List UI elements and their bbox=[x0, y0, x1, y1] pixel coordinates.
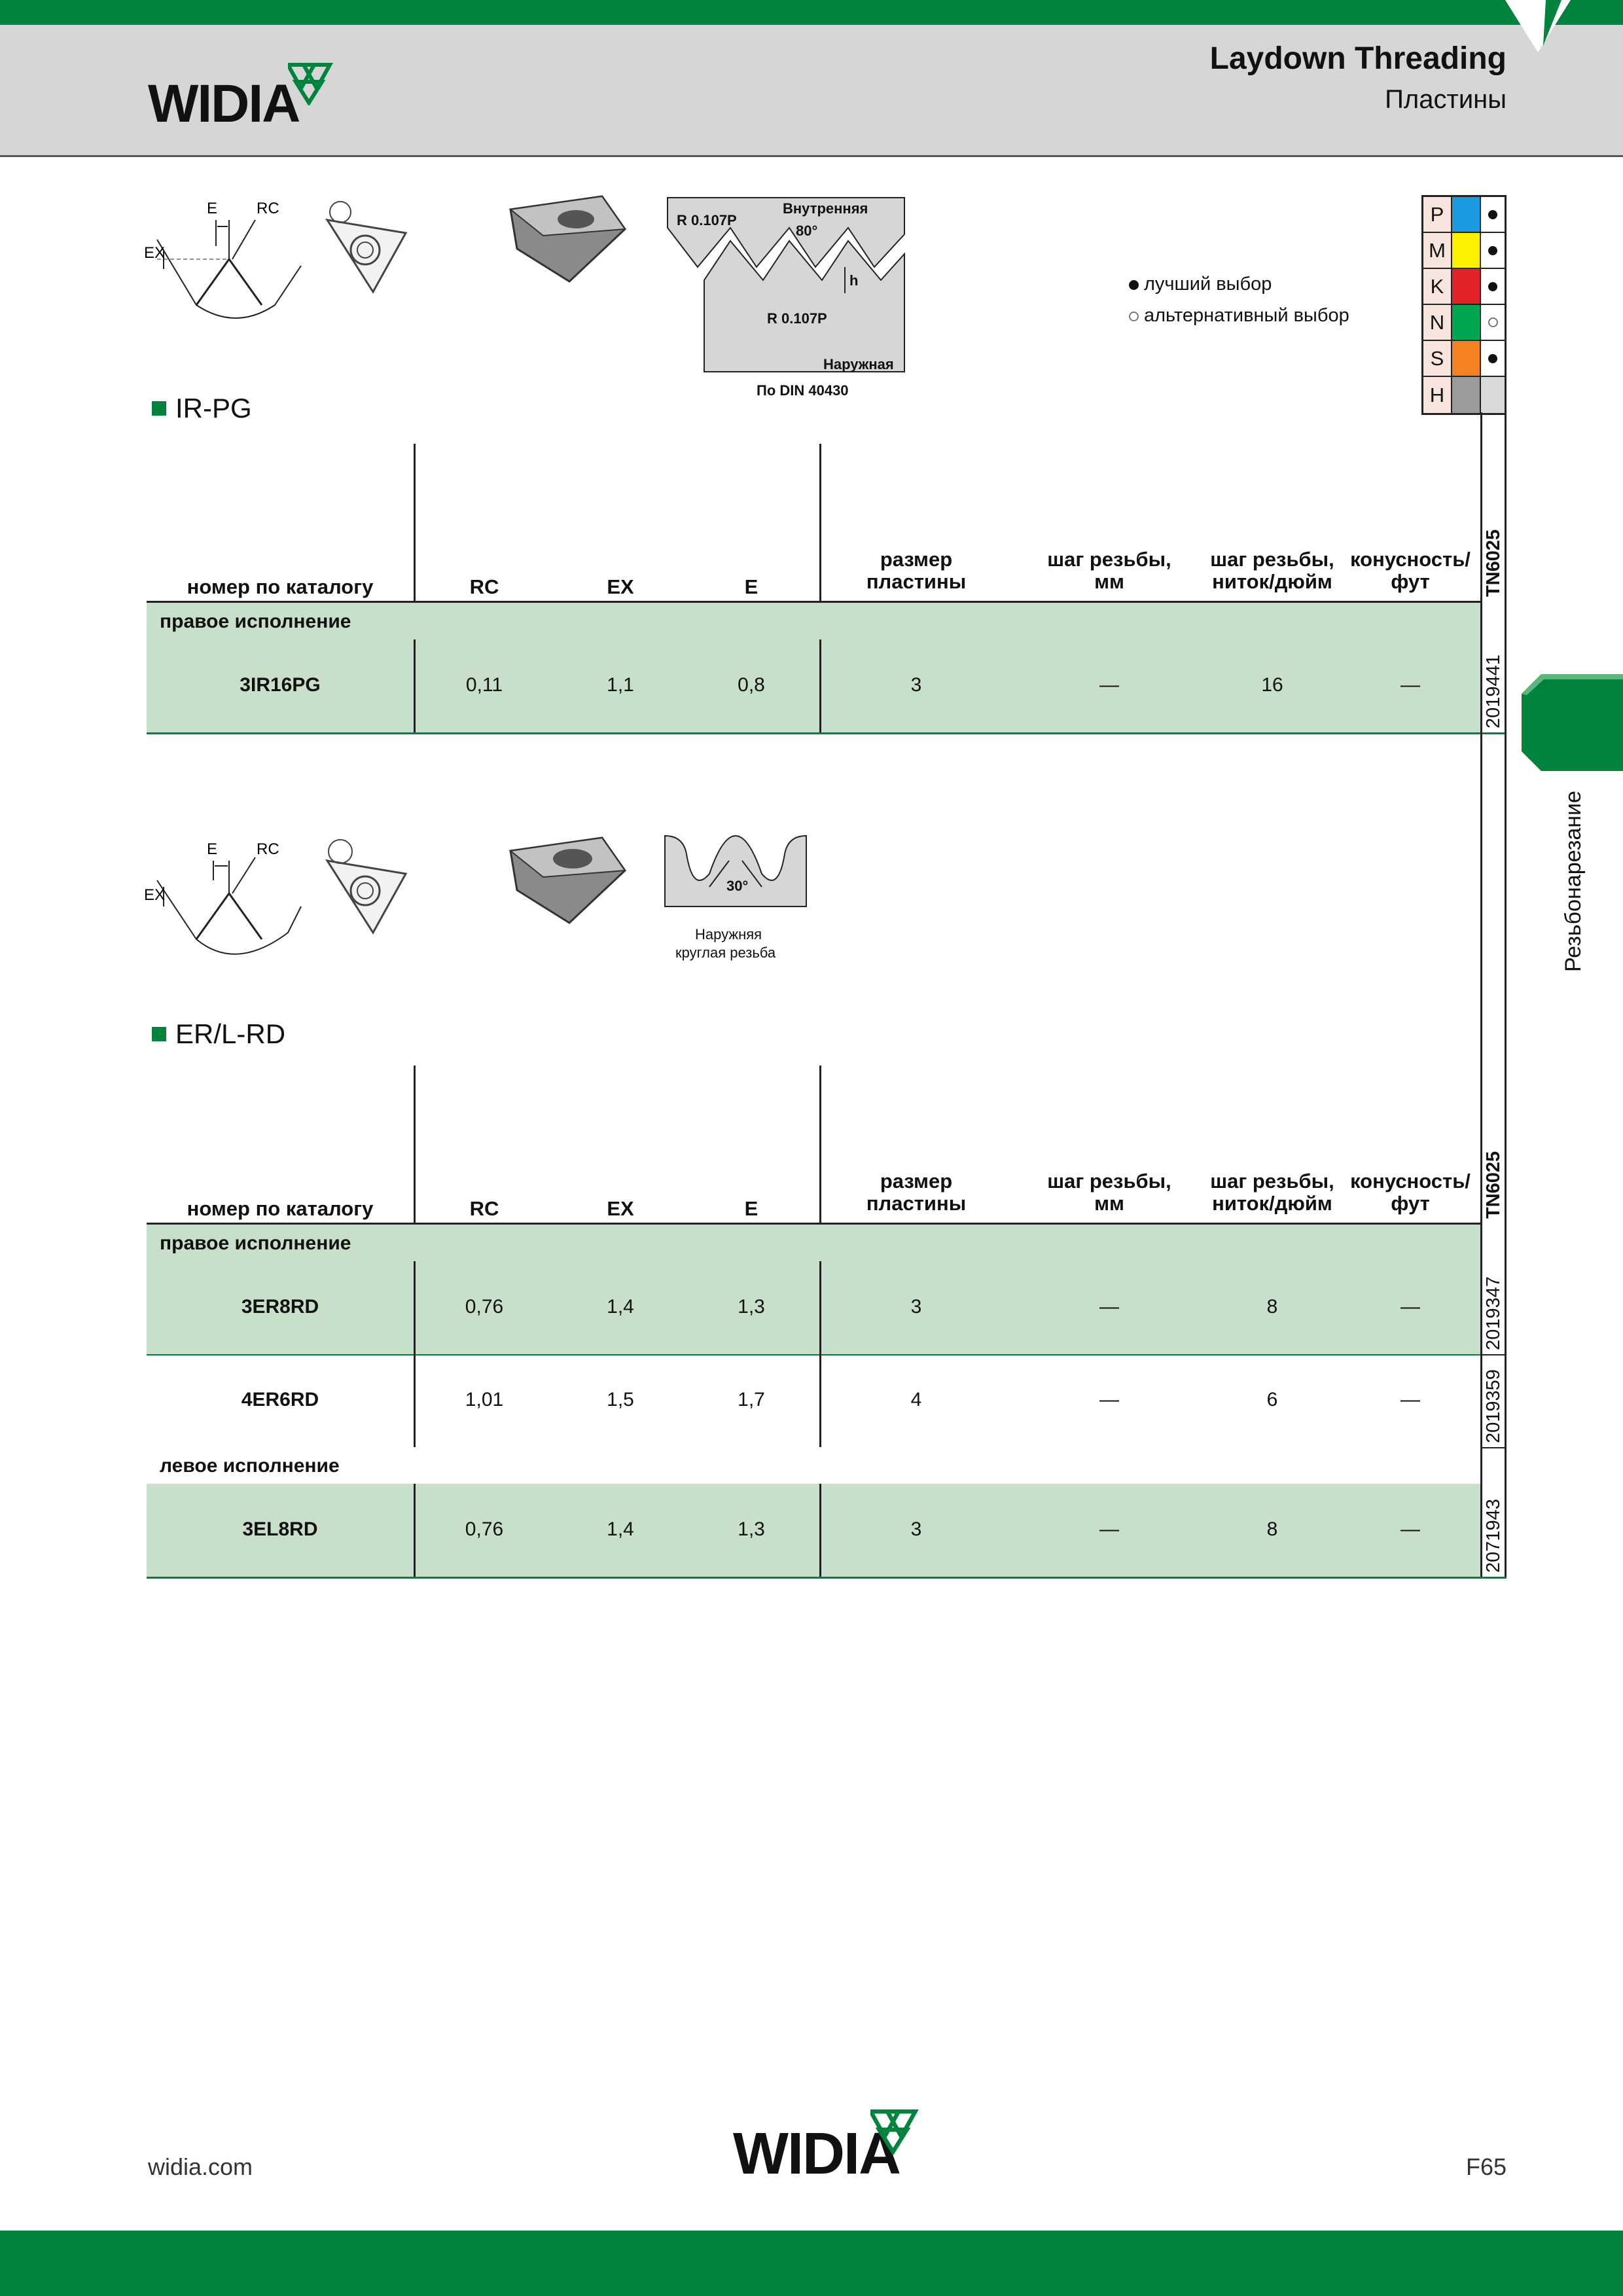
rd-insert-3d-icon bbox=[504, 831, 628, 929]
cell-e: 1,7 bbox=[738, 1389, 765, 1410]
table-bottom-border bbox=[147, 732, 1507, 734]
header-pitch_mm-line1: шаг резьбы, bbox=[1047, 1170, 1171, 1193]
cell-taper: — bbox=[1400, 674, 1420, 696]
material-code: P bbox=[1423, 197, 1452, 232]
header-taper-line2: фут bbox=[1391, 1192, 1430, 1215]
header-catalog: номер по каталогу bbox=[187, 575, 374, 598]
suitability-mark bbox=[1481, 341, 1505, 376]
side-section-label: Резьбонарезание bbox=[1561, 791, 1586, 972]
cell-pitch_mm: — bbox=[1099, 1389, 1119, 1410]
cell-tpi: 8 bbox=[1266, 1518, 1278, 1540]
header-e: E bbox=[744, 1197, 758, 1220]
legend-best-label: лучший выбор bbox=[1144, 274, 1272, 295]
cell-ex: 1,4 bbox=[607, 1296, 634, 1318]
row-article-code: 2019359 bbox=[1483, 1369, 1504, 1443]
column-divider bbox=[819, 1261, 821, 1354]
row-article-code: 2019347 bbox=[1483, 1276, 1504, 1350]
header-rc: RC bbox=[469, 1197, 499, 1220]
cell-size: 3 bbox=[910, 1518, 922, 1540]
material-color-swatch bbox=[1452, 197, 1481, 232]
section-title-rd bbox=[152, 1018, 285, 1050]
cell-rc: 0,11 bbox=[465, 674, 503, 696]
footer-widia-logo: WIDIA bbox=[733, 2121, 900, 2187]
suitability-mark bbox=[1481, 377, 1505, 413]
hollow-dot-icon bbox=[1488, 317, 1498, 327]
cell-tpi: 8 bbox=[1266, 1296, 1278, 1318]
header-grade: TN6025 bbox=[1483, 529, 1504, 597]
svg-text:RC: RC bbox=[257, 840, 279, 858]
radius-top-label: R 0.107P bbox=[677, 212, 737, 228]
row-article-code: 2019441 bbox=[1483, 655, 1504, 728]
page-title: Laydown Threading bbox=[1209, 41, 1507, 76]
column-divider bbox=[819, 1066, 821, 1223]
header-pitch_mm-line2: мм bbox=[1094, 570, 1124, 593]
filled-dot-icon bbox=[1488, 210, 1497, 219]
page-number: F65 bbox=[1465, 2153, 1507, 2180]
hollow-dot-icon bbox=[1129, 312, 1139, 321]
column-divider bbox=[819, 639, 821, 732]
header-ex: EX bbox=[607, 1197, 634, 1220]
cell-taper: — bbox=[1400, 1389, 1420, 1410]
cell-e: 0,8 bbox=[738, 674, 765, 696]
cell-catalog: 4ER6RD bbox=[241, 1389, 319, 1410]
section-name: IR-PG bbox=[175, 393, 252, 423]
svg-text:E: E bbox=[207, 200, 218, 217]
grade-cell-divider bbox=[1480, 1354, 1507, 1355]
svg-text:EX: EX bbox=[144, 244, 166, 262]
section-tab-icon bbox=[1522, 674, 1623, 771]
filled-dot-icon bbox=[1488, 246, 1497, 255]
material-row bbox=[1423, 341, 1505, 377]
angle-label: 80° bbox=[796, 223, 818, 239]
cell-rc: 1,01 bbox=[465, 1389, 504, 1410]
header-size-line1: размер bbox=[880, 1170, 953, 1193]
suitability-mark bbox=[1481, 269, 1505, 304]
header-pitch_tpi-line2: ниток/дюйм bbox=[1212, 570, 1332, 593]
material-code: S bbox=[1423, 341, 1452, 376]
standard-label: По DIN 40430 bbox=[757, 382, 849, 399]
filled-dot-icon bbox=[1129, 280, 1139, 290]
material-color-swatch bbox=[1452, 341, 1481, 376]
group-label: левое исполнение bbox=[160, 1455, 340, 1477]
cell-taper: — bbox=[1400, 1296, 1420, 1318]
suitability-mark bbox=[1481, 197, 1505, 232]
column-divider bbox=[414, 1354, 416, 1447]
header-size-line2: пластины bbox=[866, 570, 967, 593]
grade-column-left-border bbox=[1480, 444, 1482, 732]
cell-catalog: 3IR16PG bbox=[240, 674, 321, 696]
header-grade: TN6025 bbox=[1483, 1151, 1504, 1219]
header-pitch_tpi-line1: шаг резьбы, bbox=[1210, 1170, 1334, 1193]
section-name: ER/L-RD bbox=[175, 1018, 286, 1049]
material-row bbox=[1423, 269, 1505, 305]
cell-rc: 0,76 bbox=[465, 1518, 504, 1540]
rd-caption-line1: Наружняя bbox=[695, 926, 762, 942]
header-pitch_mm-line2: мм bbox=[1094, 1192, 1124, 1215]
material-code: M bbox=[1423, 233, 1452, 268]
material-code: K bbox=[1423, 269, 1452, 304]
legend bbox=[1129, 268, 1349, 331]
cell-catalog: 3EL8RD bbox=[242, 1518, 318, 1540]
header-taper-line1: конусность/ bbox=[1350, 548, 1471, 571]
svg-text:RC: RC bbox=[257, 200, 279, 217]
legend-alternative-label: альтернативный выбор bbox=[1144, 305, 1349, 326]
cell-catalog: 3ER8RD bbox=[241, 1296, 319, 1318]
section-title-irpg bbox=[152, 393, 252, 424]
material-row bbox=[1423, 377, 1505, 413]
material-code: H bbox=[1423, 377, 1452, 413]
material-color-swatch bbox=[1452, 269, 1481, 304]
column-divider bbox=[819, 1354, 821, 1447]
column-divider bbox=[414, 639, 416, 732]
header-taper-line2: фут bbox=[1391, 570, 1430, 593]
cell-ex: 1,5 bbox=[607, 1389, 634, 1410]
material-code: N bbox=[1423, 305, 1452, 340]
irpg-geometry-drawing bbox=[144, 194, 419, 331]
grade-column-connector bbox=[1480, 412, 1482, 444]
header-size-line1: размер bbox=[880, 548, 953, 571]
page-subtitle: Пластины bbox=[1385, 85, 1507, 114]
legend-best bbox=[1129, 268, 1349, 300]
irpg-thread-profile bbox=[665, 195, 907, 398]
material-color-swatch bbox=[1452, 305, 1481, 340]
svg-text:E: E bbox=[207, 840, 218, 858]
column-divider bbox=[414, 1261, 416, 1354]
grade-column-connector bbox=[1505, 195, 1507, 1066]
header-catalog: номер по каталогу bbox=[187, 1197, 374, 1220]
round-thread-diagram bbox=[664, 834, 808, 913]
column-divider bbox=[414, 444, 416, 601]
outer-label: Наружная bbox=[823, 356, 894, 372]
height-label: h bbox=[849, 272, 859, 289]
row-divider bbox=[147, 1354, 1480, 1355]
cell-tpi: 6 bbox=[1266, 1389, 1278, 1410]
widia-logo-triangle-icon bbox=[288, 62, 340, 105]
header-size-line2: пластины bbox=[866, 1192, 967, 1215]
rd-caption-line2: круглая резьба bbox=[675, 944, 776, 961]
header-ex: EX bbox=[607, 575, 634, 598]
group-label: правое исполнение bbox=[160, 611, 351, 632]
irpg-insert-3d-icon bbox=[504, 190, 628, 288]
cell-size: 3 bbox=[910, 674, 922, 696]
cell-pitch_mm: — bbox=[1099, 674, 1119, 696]
column-divider bbox=[819, 1484, 821, 1577]
cell-rc: 0,76 bbox=[465, 1296, 504, 1318]
filled-dot-icon bbox=[1488, 354, 1497, 363]
green-square-icon bbox=[152, 401, 166, 416]
legend-alternative bbox=[1129, 300, 1349, 331]
material-row bbox=[1423, 233, 1505, 269]
table-bottom-border bbox=[147, 1577, 1507, 1579]
rd-thread-profile bbox=[664, 834, 814, 965]
cell-size: 3 bbox=[910, 1296, 922, 1318]
cell-size: 4 bbox=[910, 1389, 922, 1410]
grade-cell-divider bbox=[1480, 1447, 1507, 1448]
cell-pitch_mm: — bbox=[1099, 1296, 1119, 1318]
corner-triangle-mark bbox=[1505, 0, 1571, 52]
radius-bottom-label: R 0.107P bbox=[767, 310, 827, 327]
group-header-band bbox=[147, 1447, 1480, 1484]
top-green-bar bbox=[0, 0, 1623, 25]
cell-taper: — bbox=[1400, 1518, 1420, 1540]
rd-angle-label: 30° bbox=[726, 878, 749, 894]
material-row bbox=[1423, 197, 1505, 233]
row-article-code: 2071943 bbox=[1483, 1499, 1504, 1573]
header-e: E bbox=[744, 575, 758, 598]
bottom-green-bar bbox=[0, 2231, 1623, 2296]
cell-tpi: 16 bbox=[1261, 674, 1283, 696]
column-divider bbox=[819, 444, 821, 601]
material-color-swatch bbox=[1452, 377, 1481, 413]
widia-logo: WIDIA bbox=[148, 74, 300, 134]
svg-text:EX: EX bbox=[144, 886, 166, 904]
column-divider bbox=[414, 1066, 416, 1223]
material-color-swatch bbox=[1452, 233, 1481, 268]
inner-label: Внутренняя bbox=[783, 200, 868, 217]
material-row bbox=[1423, 305, 1505, 341]
rd-geometry-drawing bbox=[144, 834, 419, 972]
header-pitch_tpi-line2: ниток/дюйм bbox=[1212, 1192, 1332, 1215]
widia-logo-triangle-icon bbox=[870, 2109, 927, 2155]
grade-column-connector bbox=[1480, 732, 1482, 1066]
header-pitch_mm-line1: шаг резьбы, bbox=[1047, 548, 1171, 571]
cell-ex: 1,1 bbox=[607, 674, 634, 696]
grade-column-right-border bbox=[1505, 1066, 1507, 1577]
column-divider bbox=[414, 1484, 416, 1577]
header-rc: RC bbox=[469, 575, 499, 598]
green-square-icon bbox=[152, 1027, 166, 1041]
cell-pitch_mm: — bbox=[1099, 1518, 1119, 1540]
filled-dot-icon bbox=[1488, 282, 1497, 291]
footer-url[interactable]: widia.com bbox=[148, 2153, 253, 2180]
cell-e: 1,3 bbox=[738, 1296, 765, 1318]
group-label: правое исполнение bbox=[160, 1232, 351, 1254]
material-grid bbox=[1421, 195, 1507, 415]
grade-column-left-border bbox=[1480, 1066, 1482, 1577]
cell-e: 1,3 bbox=[738, 1518, 765, 1540]
suitability-mark bbox=[1481, 305, 1505, 340]
cell-ex: 1,4 bbox=[607, 1518, 634, 1540]
suitability-mark bbox=[1481, 233, 1505, 268]
header-pitch_tpi-line1: шаг резьбы, bbox=[1210, 548, 1334, 571]
header-taper-line1: конусность/ bbox=[1350, 1170, 1471, 1193]
